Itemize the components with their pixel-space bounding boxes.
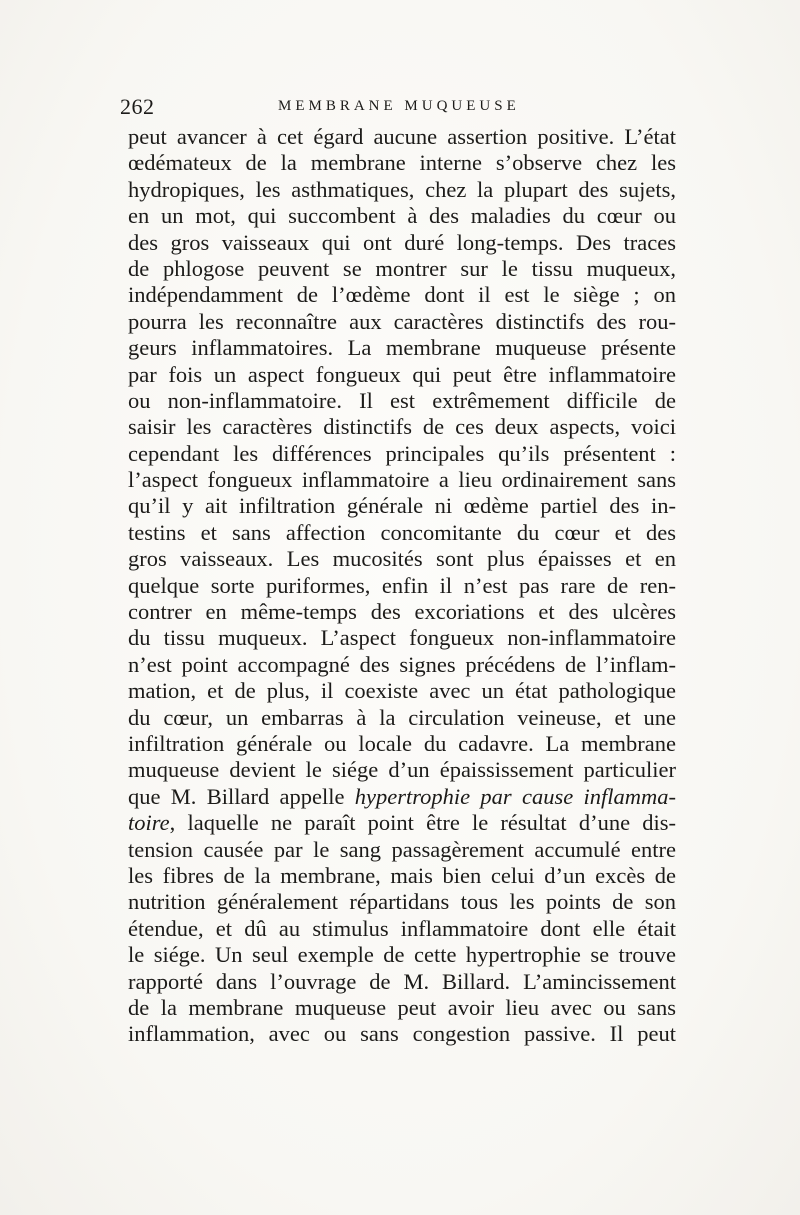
text-line: du tissu muqueux. L’aspect fongueux non-inflammatoire — [128, 625, 676, 651]
text-line: du cœur, un embarras à la circulation veineuse, et une — [128, 704, 676, 730]
text-line: rapporté dans l’ouvrage de M. Billard. L’amincissement — [128, 968, 676, 994]
text-line: nutrition généralement répartidans tous les points de son — [128, 889, 676, 915]
text-line: geurs inflammatoires. La membrane muqueuse présente — [128, 335, 676, 361]
text-line: par fois un aspect fongueux qui peut être inflammatoire — [128, 361, 676, 387]
text-line: l’aspect fongueux inflammatoire a lieu ordinairement sans — [128, 467, 676, 493]
text-segment: que M. Billard appelle — [128, 783, 355, 809]
text-line: muqueuse devient le siége d’un épaississement particulier — [128, 757, 676, 783]
text-line: tension causée par le sang passagèrement accumulé entre — [128, 836, 676, 862]
text-line-with-italic — [128, 810, 676, 836]
text-line: pourra les reconnaître aux caractères distinctifs des rou- — [128, 308, 676, 334]
text-line: de la membrane muqueuse peut avoir lieu avec ou sans — [128, 994, 676, 1020]
text-line: gros vaisseaux. Les mucosités sont plus épaisses et en — [128, 546, 676, 572]
text-line: étendue, et dû au stimulus inflammatoire dont elle était — [128, 915, 676, 941]
text-line: les fibres de la membrane, mais bien celui d’un excès de — [128, 862, 676, 888]
text-line: quelque sorte puriformes, enfin il n’est pas rare de ren- — [128, 572, 676, 598]
page-number: 262 — [120, 94, 155, 119]
text-line: hydropiques, les asthmatiques, chez la plupart des sujets, — [128, 176, 676, 202]
text-line: de phlogose peuvent se montrer sur le tissu muqueux, — [128, 255, 676, 281]
text-line: ou non-inflammatoire. Il est extrêmement difficile de — [128, 387, 676, 413]
text-line: mation, et de plus, il coexiste avec un état pathologique — [128, 678, 676, 704]
text-line: indépendamment de l’œdème dont il est le siège ; on — [128, 282, 676, 308]
body-text — [128, 124, 676, 1048]
text-line: cependant les différences principales qu’ils présentent : — [128, 440, 676, 466]
text-line: en un mot, qui succombent à des maladies du cœur ou — [128, 203, 676, 229]
text-line: le siége. Un seul exemple de cette hypertrophie se trouve — [128, 942, 676, 968]
italic-term: toire — [128, 810, 170, 836]
text-line: inflammation, avec ou sans congestion passive. Il peut — [128, 1021, 676, 1047]
running-header — [120, 94, 680, 124]
text-line: contrer en même-temps des excoriations et des ulcères — [128, 599, 676, 625]
italic-term: hypertrophie par cause inflamma- — [354, 783, 676, 809]
text-line: peut avancer à cet égard aucune assertion positive. L’état — [128, 124, 676, 149]
text-line-with-italic — [128, 784, 676, 810]
text-line: œdémateux de la membrane interne s’observe chez les — [128, 150, 676, 176]
text-line: infiltration générale ou locale du cadavre. La membrane — [128, 730, 676, 756]
text-line: qu’il y ait infiltration générale ni œdème partiel des in- — [128, 493, 676, 519]
text-segment: , laquelle ne paraît point être le résultat d’une dis- — [169, 810, 676, 836]
text-line: n’est point accompagné des signes précédens de l’inflam- — [128, 651, 676, 677]
running-title: MEMBRANE MUQUEUSE — [278, 98, 520, 114]
text-line: des gros vaisseaux qui ont duré long-temps. Des traces — [128, 229, 676, 255]
text-line: testins et sans affection concomitante du cœur et des — [128, 519, 676, 545]
text-line: saisir les caractères distinctifs de ces deux aspects, voici — [128, 414, 676, 440]
